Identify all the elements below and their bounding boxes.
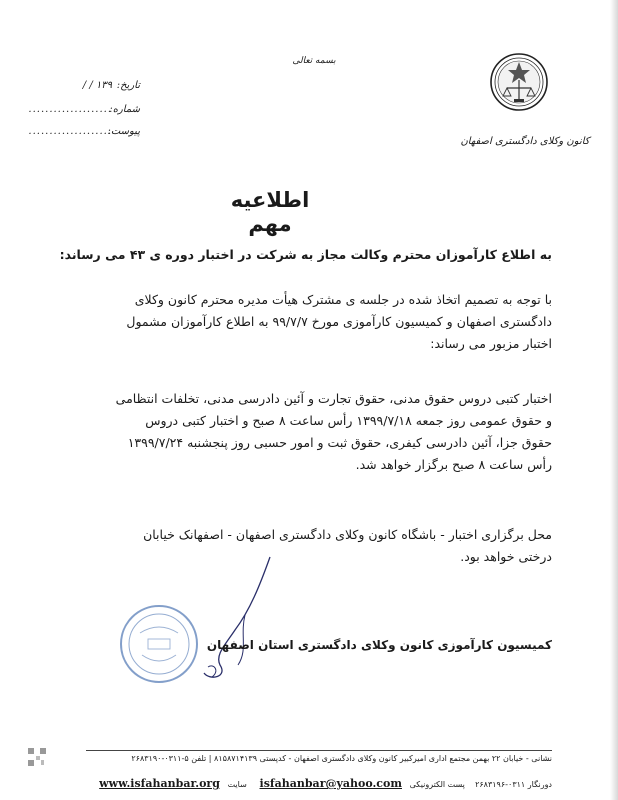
attachment-field [28, 126, 140, 140]
paragraph-1 [126, 289, 552, 355]
notice-heading: به اطلاع کارآموزان محترم وکالت مجاز به شرکت در اختبار دوره ی ۴۳ می رساند: [59, 247, 552, 262]
commission-signature-line: کمیسیون کارآموزی کانون وکلای دادگستری استان اصفهان [206, 638, 552, 652]
paragraph-1-line: با توجه به تصمیم اتخاذ شده در جلسه ی مشترک هیأت مدیره محترم کانون وکلای [134, 292, 552, 307]
attachment-value: .................... [28, 126, 112, 137]
number-label: شماره: [109, 104, 140, 115]
date-label: تاریخ: [116, 80, 140, 91]
organization-name: کانون وکلای دادگستری اصفهان [460, 136, 590, 147]
paragraph-1-line: دادگستری اصفهان و کمیسیون کارآموزی مورخ ۹۹/۷/۷ به اطلاع کارآموزان مشمول [126, 314, 552, 329]
paragraph-3-line: محل برگزاری اختبار - باشگاه کانون وکلای دادگستری اصفهان - اصفهانک خیابان [143, 527, 552, 542]
notice-title: اطلاعیه مهم [230, 188, 310, 236]
paragraph-3-line: درختی خواهد بود. [460, 549, 552, 564]
footer-divider [86, 750, 552, 751]
footer-website-link[interactable]: www.isfahanbar.org [99, 777, 220, 790]
scan-edge-shadow [610, 0, 618, 800]
footer-fax: دورنگار ۰۳۱۱-۲۶۸۳۱۹۶ [475, 780, 552, 789]
paragraph-2-line: و حقوق عمومی روز جمعه ۱۳۹۹/۷/۱۸ رأس ساعت ۸ صبح و اختبار کتبی دروس [145, 413, 552, 428]
date-value: ۱۳۹ / / [82, 80, 112, 91]
number-value: .................... [28, 104, 112, 115]
paragraph-1-line: اختبار مزبور می رساند: [430, 336, 552, 351]
paragraph-2-line: رأس ساعت ۸ صبح برگزار خواهد شد. [355, 457, 552, 472]
footer-email-link[interactable]: isfahanbar@yahoo.com [259, 777, 402, 790]
paragraph-2-line: اختبار کتبی دروس حقوق مدنی، حقوق تجارت و آئین دادرسی مدنی، تخلفات انتظامی [115, 391, 552, 406]
paragraph-2-line: حقوق جزا، آئین دادرسی کیفری، حقوق ثبت و امور حسبی روز پنجشنبه ۱۳۹۹/۷/۲۴ [127, 435, 552, 450]
official-stamp [118, 603, 200, 685]
footer-contacts [99, 777, 552, 790]
attachment-label: پیوست: [107, 126, 140, 137]
bar-association-emblem-icon [489, 52, 549, 112]
number-field [28, 104, 140, 118]
besm-heading: بسمه تعالی [292, 56, 336, 66]
footer-address: نشانی - خیابان ۲۲ بهمن مجتمع اداری امیرکبیر کانون وکلای دادگستری اصفهان - کدپستی ۸۱۵۸۷۱۴۱۳۹ | تلفن ۵-۰۳۱۱-۲۶۸۳۱۹۰ [131, 754, 552, 763]
handwritten-signature [190, 555, 290, 685]
date-field [40, 80, 140, 94]
footer-site-label: سایت [227, 780, 247, 789]
qr-mark-icon [28, 748, 46, 766]
paragraph-2 [116, 388, 552, 476]
footer-email-label: پست الکترونیکی [409, 780, 465, 789]
